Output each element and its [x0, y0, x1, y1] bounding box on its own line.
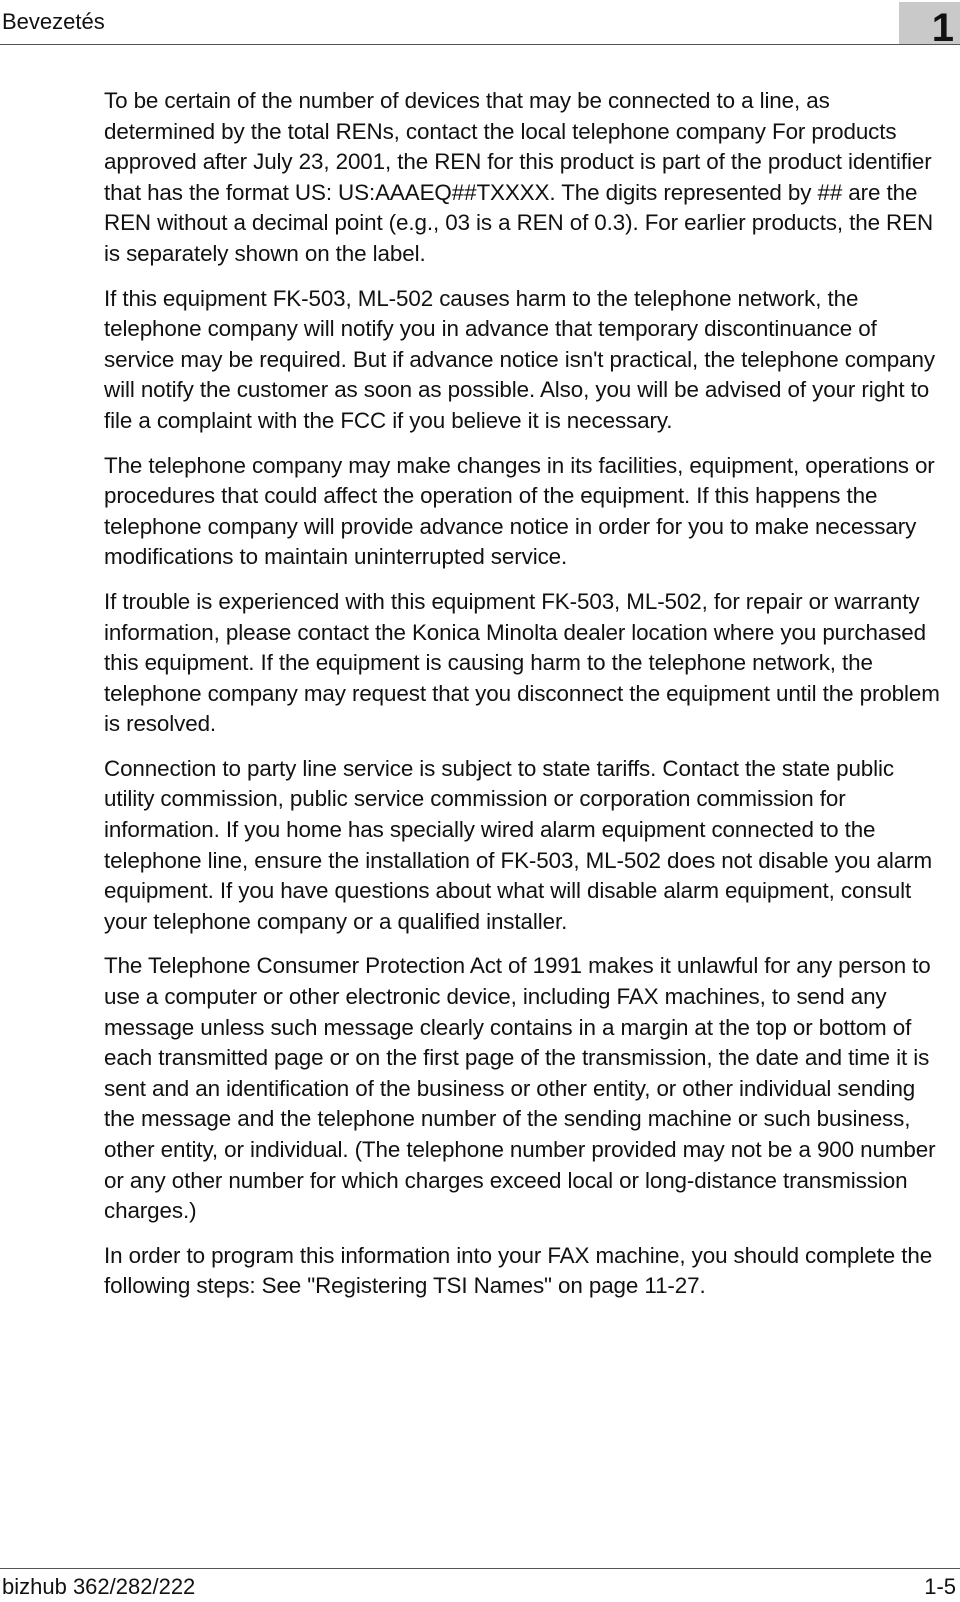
chapter-tab — [899, 2, 960, 50]
header-divider — [0, 44, 960, 45]
section-title: Bevezetés — [2, 9, 105, 34]
paragraph-tcpa: The Telephone Consumer Protection Act of 1991 makes it unlawful for any person to use a computer or other electronic device, including FAX machines, to send any message unless such message clearly contains in a margin at the top or bottom of each transmitted page or on the first page of the transmission, the date and time it is sent and an identification of the business or other entity, or other individual sending the message and the telephone number of the sending machine or such business, other entity, or individual. (The telephone number provided may not be a 900 number or any other number for which charges exceed local or long-distance transmission charges.) — [104, 953, 936, 1224]
paragraph-program-info: In order to program this information into your FAX machine, you should complete the following steps: See "Registering TSI Names" on page 11-27. — [104, 1242, 933, 1299]
paragraph-network-harm: If this equipment FK-503, ML-502 causes harm to the telephone network, the telephone company will notify you in advance that temporary discontinuance of service may be required. But if advance notice isn't practical, the telephone company will notify the customer as soon as possible. Also, you will be advised of your right to file a complaint with the FCC if you believe it is necessary. — [104, 285, 935, 433]
chapter-number: 1 — [931, 6, 954, 50]
footer-product: bizhub 362/282/222 — [2, 1574, 196, 1599]
footer-divider — [0, 1568, 960, 1569]
paragraph-ren: To be certain of the number of devices that may be connected to a line, as determined by the total RENs, contact the local telephone company For products approved after July 23, 2001, the REN for this product is part of the product identifier that has the format US: US:AAAEQ##TXXXX. The digits represented by ## are the REN without a decimal point (e.g., 03 is a REN of 0.3). For earlier products, the REN is separately shown on the label. — [104, 88, 934, 266]
paragraph-trouble: If trouble is experienced with this equipment FK-503, ML-502, for repair or warranty information, please contact the Konica Minolta dealer location where you purchased this equipment. If the equipment is causing harm to the telephone network, the telephone company may request that you disconnect the equipment until the problem is resolved. — [104, 588, 940, 737]
paragraph-facility-changes: The telephone company may make changes in its facilities, equipment, operations or procedures that could affect the operation of the equipment. If this happens the telephone company will provide advance notice in order for you to make necessary modifications to maintain uninterrupted service. — [104, 452, 935, 570]
paragraph-party-line: Connection to party line service is subject to state tariffs. Contact the state public utility commission, public service commission or corporation commission for information. If you home has specially wired alarm equipment connected to the telephone line, ensure the installation of FK-503, ML-502 does not disable you alarm equipment. If you have questions about what will disable alarm equipment, consult your telephone company or a qualified installer. — [104, 755, 933, 934]
body-text — [104, 86, 942, 1316]
footer-page-number: 1-5 — [924, 1574, 956, 1599]
